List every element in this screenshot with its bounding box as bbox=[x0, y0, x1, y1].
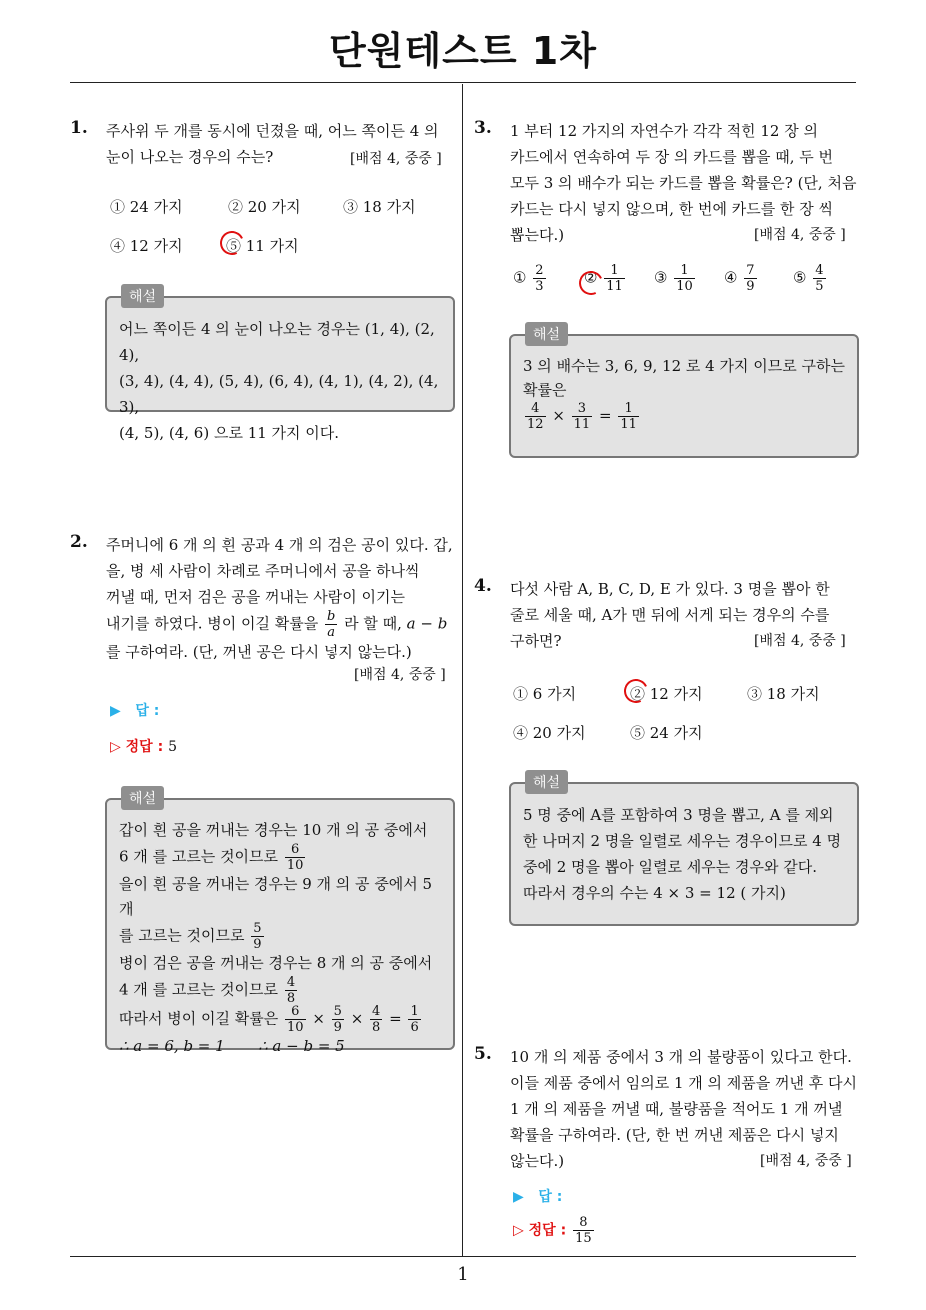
triangle-outline-icon: ▷ bbox=[110, 739, 121, 755]
solution-box bbox=[509, 327, 859, 458]
question-line: 내기를 하였다. 병이 이길 확률을 $\frac{b}{a}$ 라 할 때, a − b bbox=[106, 609, 448, 640]
question-2 bbox=[70, 532, 455, 682]
question-3 bbox=[474, 118, 859, 248]
solution-box bbox=[105, 791, 455, 1055]
option-2[interactable]: ② 20 가지 bbox=[228, 198, 301, 216]
score-label: [배점 4, 중중 ] bbox=[754, 633, 846, 649]
question-line: 주머니에 6 개 의 흰 공과 4 개 의 검은 공이 있다. 갑, bbox=[106, 536, 453, 554]
triangle-outline-icon: ▷ bbox=[513, 1222, 524, 1239]
option-5[interactable]: ⑤ 24 가지 bbox=[630, 724, 703, 742]
correct-value: 5 bbox=[168, 739, 177, 755]
question-4 bbox=[474, 576, 859, 656]
answer-field[interactable]: ▶ 답 : bbox=[513, 1189, 563, 1205]
option-4[interactable]: ④ 20 가지 bbox=[513, 724, 586, 742]
score-label: [배점 4, 중중 ] bbox=[350, 151, 442, 167]
page-number: 1 bbox=[457, 1264, 469, 1285]
score-label: [배점 4, 중중 ] bbox=[754, 227, 846, 243]
option-3[interactable]: ③ 18 가지 bbox=[747, 685, 820, 703]
option-1[interactable]: ① 24 가지 bbox=[110, 198, 183, 216]
question-text: 1 부터 12 가지의 자연수가 각각 적힌 12 장 의 카드에서 연속하여 두 장 의 카드를 뽑을 때, 두 번 모두 3 의 배수가 되는 카드를 뽑을 확률은? (단, 처음 카드는 다시 넣지 않으며, 한 번에 카드를 한 장 씩 뽑는다.) bbox=[510, 122, 857, 244]
question-number: 5. bbox=[474, 1044, 492, 1064]
question-number: 4. bbox=[474, 576, 492, 596]
fraction: $\frac{b}{a}$ bbox=[327, 609, 336, 640]
question-line: 을, 병 세 사람이 차례로 주머니에서 공을 하나씩 bbox=[106, 562, 420, 580]
option-3[interactable]: ③ 18 가지 bbox=[343, 198, 416, 216]
option-4[interactable]: ④ $\frac{7}{9}$ bbox=[724, 263, 755, 294]
correct-answer: ▷ 정답 : $\frac{8}{15}$ bbox=[513, 1215, 592, 1246]
question-text bbox=[106, 532, 456, 665]
question-line: 꺼낼 때, 먼저 검은 공을 꺼내는 사람이 이기는 bbox=[106, 588, 405, 606]
correct-value: $\frac{8}{15}$ bbox=[575, 1215, 592, 1246]
option-5[interactable]: ⑤ $\frac{4}{5}$ bbox=[793, 263, 824, 294]
question-number: 3. bbox=[474, 118, 492, 138]
top-rule bbox=[70, 82, 856, 83]
solution-text: 갑이 흰 공을 꺼내는 경우는 10 개 의 공 중에서 6 개 를 고르는 것이므로 $\frac{6}{10}$ 을이 흰 공을 꺼내는 경우는 9 개 의 공 중에서 5 개 를 고르는 것이므로 $\frac{5}{9}$ 병이 검은 공을 꺼내는 경우는 8 개 의 공 중에서 4 개 를 고르는 것이므로 $\frac{4}{8}$ 따라서 병이 이길 확률은 $\frac{6}{10}$ × $\frac{5}{9}$ × $\frac{4}{8}$ = $\frac{1}{6}$ ∴ a = 6, b = 1 ∴ a − b = 5 bbox=[119, 821, 433, 1055]
solution-text: 3 의 배수는 3, 6, 9, 12 로 4 가지 이므로 구하는 확률은 $\frac{4}{12}$ × $\frac{3}{11}$ = $\frac{1}{11}$ bbox=[523, 357, 845, 432]
play-icon: ▶ bbox=[513, 1189, 524, 1205]
bottom-rule bbox=[70, 1256, 856, 1257]
correct-answer: ▷ 정답 : 5 bbox=[110, 739, 177, 755]
solution-tag: 해설 bbox=[121, 284, 164, 308]
solution-tag: 해설 bbox=[121, 786, 164, 810]
option-2[interactable]: ② $\frac{1}{11}$ bbox=[584, 263, 623, 294]
question-line: 눈이 나오는 경우의 수는? bbox=[106, 148, 274, 166]
column-divider bbox=[462, 84, 463, 1256]
option-1[interactable]: ① $\frac{2}{3}$ bbox=[513, 263, 544, 294]
page-title: 단원테스트 1차 bbox=[329, 29, 597, 73]
solution-tag: 해설 bbox=[525, 322, 568, 346]
question-text: 10 개 의 제품 중에서 3 개 의 불량품이 있다고 한다. 이들 제품 중에서 임의로 1 개 의 제품을 꺼낸 후 다시 1 개 의 제품을 꺼낼 때, 불량품을 적어도 1 개 꺼낼 확률을 구하여라. (단, 한 번 꺼낸 제품은 다시 넣지 않는다.) bbox=[510, 1048, 858, 1170]
solution-line: (3, 4), (4, 4), (5, 4), (6, 4), (4, 1), (4, 2), (4, 3), bbox=[119, 372, 439, 416]
question-line: 를 구하여라. (단, 꺼낸 공은 다시 넣지 않는다.) bbox=[106, 643, 412, 661]
score-label: [배점 4, 중중 ] bbox=[354, 667, 446, 683]
option-2[interactable]: ② 12 가지 bbox=[630, 685, 703, 703]
solution-line: 어느 쪽이든 4 의 눈이 나오는 경우는 (1, 4), (2, 4), bbox=[119, 320, 435, 364]
option-1[interactable]: ① 6 가지 bbox=[513, 685, 577, 703]
solution-box bbox=[105, 289, 455, 442]
solution-text bbox=[119, 316, 443, 446]
question-number: 1. bbox=[70, 118, 88, 138]
question-line: 주사위 두 개를 동시에 던졌을 때, 어느 쪽이든 4 의 bbox=[106, 122, 439, 140]
solution-line: (4, 5), (4, 6) 으로 11 가지 이다. bbox=[119, 424, 340, 442]
score-label: [배점 4, 중중 ] bbox=[760, 1153, 852, 1169]
question-5 bbox=[474, 1044, 859, 1184]
option-3[interactable]: ③ $\frac{1}{10}$ bbox=[654, 263, 693, 294]
answer-field[interactable]: ▶ 답 : bbox=[110, 703, 160, 719]
play-icon: ▶ bbox=[110, 703, 121, 719]
question-text: 다섯 사람 A, B, C, D, E 가 있다. 3 명을 뽑아 한 줄로 세울 때, A가 맨 뒤에 서게 되는 경우의 수를 구하면? bbox=[510, 580, 830, 650]
option-4[interactable]: ④ 12 가지 bbox=[110, 237, 183, 255]
question-number: 2. bbox=[70, 532, 88, 552]
option-5[interactable]: ⑤ 11 가지 bbox=[226, 237, 299, 255]
solution-tag: 해설 bbox=[525, 770, 568, 794]
solution-text: 5 명 중에 A를 포함하여 3 명을 뽑고, A 를 제외 한 나머지 2 명을 일렬로 세우는 경우이므로 4 명 중에 2 명을 뽑아 일렬로 세우는 경우와 같다. 따라서 경우의 수는 4 × 3 = 12 ( 가지) bbox=[523, 806, 842, 902]
solution-box bbox=[509, 775, 859, 926]
